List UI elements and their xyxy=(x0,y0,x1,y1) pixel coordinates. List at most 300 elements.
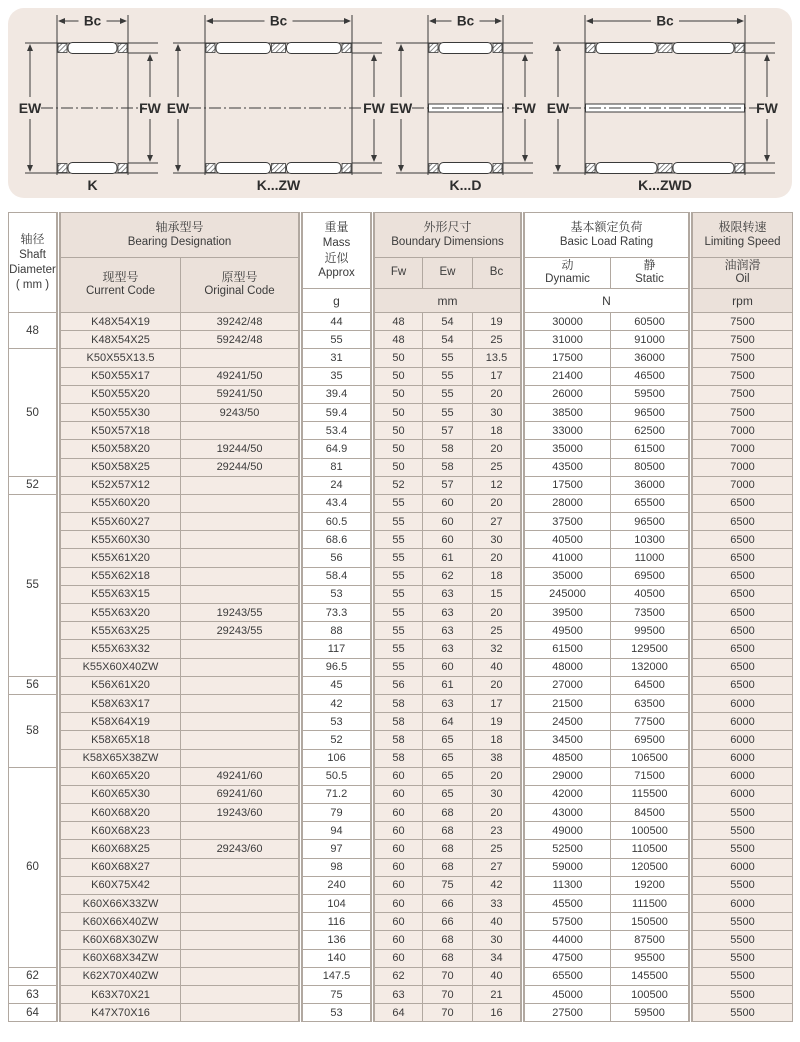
current-code-cell: K60X68X34ZW xyxy=(59,949,181,967)
table-row xyxy=(9,385,793,403)
header-limiting-speed: 极限转速 Limiting Speed xyxy=(691,213,793,258)
dynamic-load-cell: 41000 xyxy=(523,549,611,567)
shaft-diameter-cell: 56 xyxy=(9,676,59,694)
table-row xyxy=(9,531,793,549)
limiting-speed-cell: 7500 xyxy=(691,349,793,367)
shaft-diameter-cell: 55 xyxy=(9,494,59,676)
dynamic-load-cell: 27000 xyxy=(523,676,611,694)
bc-cell: 20 xyxy=(473,549,523,567)
static-load-cell: 145500 xyxy=(611,967,691,985)
static-load-cell: 36000 xyxy=(611,349,691,367)
fw-cell: 50 xyxy=(373,422,423,440)
static-load-cell: 71500 xyxy=(611,767,691,785)
shaft-diameter-cell: 64 xyxy=(9,1004,59,1022)
current-code-cell: K55X62X18 xyxy=(59,567,181,585)
fw-cell: 60 xyxy=(373,785,423,803)
limiting-speed-cell: 5500 xyxy=(691,822,793,840)
header-oil: 油润滑 Oil xyxy=(691,258,793,289)
table-row xyxy=(9,458,793,476)
bearing-diagram-4 xyxy=(547,14,779,194)
ew-cell: 60 xyxy=(423,531,473,549)
ew-dimension-label: EW xyxy=(166,100,190,116)
original-code-cell xyxy=(181,931,301,949)
fw-cell: 60 xyxy=(373,822,423,840)
table-row xyxy=(9,513,793,531)
mass-cell: 71.2 xyxy=(301,785,373,803)
bc-cell: 20 xyxy=(473,767,523,785)
limiting-speed-cell: 5500 xyxy=(691,985,793,1003)
bc-cell: 20 xyxy=(473,440,523,458)
bc-cell: 20 xyxy=(473,804,523,822)
table-row xyxy=(9,367,793,385)
mass-cell: 53.4 xyxy=(301,422,373,440)
table-row xyxy=(9,967,793,985)
original-code-cell: 29244/50 xyxy=(181,458,301,476)
original-code-cell xyxy=(181,676,301,694)
limiting-speed-cell: 5500 xyxy=(691,840,793,858)
ew-cell: 62 xyxy=(423,567,473,585)
mass-cell: 60.5 xyxy=(301,513,373,531)
dynamic-load-cell: 49500 xyxy=(523,622,611,640)
limiting-speed-cell: 7500 xyxy=(691,331,793,349)
limiting-speed-cell: 6000 xyxy=(691,785,793,803)
bc-cell: 20 xyxy=(473,385,523,403)
header-shaft-diameter: 轴径 Shaft Diameter ( mm ) xyxy=(9,213,59,313)
bc-cell: 34 xyxy=(473,949,523,967)
table-row xyxy=(9,1004,793,1022)
ew-cell: 58 xyxy=(423,440,473,458)
current-code-cell: K60X75X42 xyxy=(59,876,181,894)
ew-cell: 68 xyxy=(423,840,473,858)
limiting-speed-cell: 6000 xyxy=(691,749,793,767)
table-row xyxy=(9,895,793,913)
limiting-speed-cell: 5500 xyxy=(691,1004,793,1022)
limiting-speed-cell: 6500 xyxy=(691,585,793,603)
dynamic-load-cell: 33000 xyxy=(523,422,611,440)
table-row xyxy=(9,640,793,658)
bc-cell: 42 xyxy=(473,876,523,894)
current-code-cell: K58X65X18 xyxy=(59,731,181,749)
bc-cell: 30 xyxy=(473,931,523,949)
original-code-cell: 29243/55 xyxy=(181,622,301,640)
dynamic-load-cell: 26000 xyxy=(523,385,611,403)
bc-cell: 17 xyxy=(473,694,523,712)
dynamic-load-cell: 45000 xyxy=(523,985,611,1003)
fw-cell: 50 xyxy=(373,440,423,458)
diagram-variant-label: K...ZWD xyxy=(638,177,692,193)
original-code-cell xyxy=(181,513,301,531)
static-load-cell: 19200 xyxy=(611,876,691,894)
static-load-cell: 40500 xyxy=(611,585,691,603)
dynamic-load-cell: 43500 xyxy=(523,458,611,476)
mass-cell: 81 xyxy=(301,458,373,476)
bc-cell: 30 xyxy=(473,403,523,421)
table-row xyxy=(9,440,793,458)
static-load-cell: 132000 xyxy=(611,658,691,676)
table-row xyxy=(9,731,793,749)
fw-dimension-label: FW xyxy=(139,100,161,116)
table-row xyxy=(9,949,793,967)
static-load-cell: 46500 xyxy=(611,367,691,385)
table-row xyxy=(9,604,793,622)
bc-cell: 13.5 xyxy=(473,349,523,367)
header-original-code: 原型号 Original Code xyxy=(181,258,301,313)
ew-cell: 68 xyxy=(423,858,473,876)
mass-cell: 117 xyxy=(301,640,373,658)
mass-cell: 24 xyxy=(301,476,373,494)
current-code-cell: K55X60X30 xyxy=(59,531,181,549)
limiting-speed-cell: 5500 xyxy=(691,876,793,894)
fw-cell: 52 xyxy=(373,476,423,494)
dynamic-load-cell: 245000 xyxy=(523,585,611,603)
shaft-diameter-cell: 50 xyxy=(9,349,59,476)
fw-cell: 60 xyxy=(373,804,423,822)
table-row xyxy=(9,749,793,767)
dynamic-load-cell: 29000 xyxy=(523,767,611,785)
fw-cell: 50 xyxy=(373,349,423,367)
dynamic-load-cell: 28000 xyxy=(523,494,611,512)
bc-cell: 30 xyxy=(473,531,523,549)
original-code-cell: 39242/48 xyxy=(181,313,301,331)
bc-dimension-label: Bc xyxy=(456,13,475,29)
original-code-cell xyxy=(181,694,301,712)
current-code-cell: K55X60X20 xyxy=(59,494,181,512)
fw-cell: 60 xyxy=(373,767,423,785)
bc-cell: 32 xyxy=(473,640,523,658)
fw-cell: 56 xyxy=(373,676,423,694)
limiting-speed-cell: 6500 xyxy=(691,604,793,622)
original-code-cell xyxy=(181,876,301,894)
bc-cell: 27 xyxy=(473,513,523,531)
current-code-cell: K50X58X25 xyxy=(59,458,181,476)
dynamic-load-cell: 42000 xyxy=(523,785,611,803)
original-code-cell xyxy=(181,913,301,931)
current-code-cell: K52X57X12 xyxy=(59,476,181,494)
limiting-speed-cell: 5500 xyxy=(691,949,793,967)
dynamic-load-cell: 24500 xyxy=(523,713,611,731)
current-code-cell: K55X63X32 xyxy=(59,640,181,658)
fw-cell: 55 xyxy=(373,494,423,512)
limiting-speed-cell: 5500 xyxy=(691,913,793,931)
ew-cell: 65 xyxy=(423,785,473,803)
ew-cell: 70 xyxy=(423,1004,473,1022)
shaft-diameter-cell: 48 xyxy=(9,313,59,349)
current-code-cell: K60X68X27 xyxy=(59,858,181,876)
table-row xyxy=(9,694,793,712)
bc-dimension-label: Bc xyxy=(656,13,674,29)
dynamic-load-cell: 49000 xyxy=(523,822,611,840)
unit-speed: rpm xyxy=(691,289,793,313)
static-load-cell: 84500 xyxy=(611,804,691,822)
ew-dimension-label: EW xyxy=(389,100,413,116)
fw-cell: 55 xyxy=(373,567,423,585)
fw-cell: 63 xyxy=(373,985,423,1003)
fw-cell: 60 xyxy=(373,913,423,931)
fw-cell: 55 xyxy=(373,549,423,567)
fw-cell: 64 xyxy=(373,1004,423,1022)
fw-dimension-label: FW xyxy=(363,100,385,116)
ew-cell: 65 xyxy=(423,749,473,767)
bc-cell: 19 xyxy=(473,713,523,731)
current-code-cell: K58X63X17 xyxy=(59,694,181,712)
mass-cell: 75 xyxy=(301,985,373,1003)
static-load-cell: 111500 xyxy=(611,895,691,913)
fw-cell: 58 xyxy=(373,749,423,767)
bearing-diagrams xyxy=(8,8,792,198)
header-mass: 重量 Mass 近似 Approx xyxy=(301,213,373,289)
original-code-cell xyxy=(181,949,301,967)
mass-cell: 53 xyxy=(301,585,373,603)
diagram-variant-label: K...D xyxy=(449,177,482,193)
header-fw: Fw xyxy=(373,258,423,289)
limiting-speed-cell: 6000 xyxy=(691,767,793,785)
static-load-cell: 73500 xyxy=(611,604,691,622)
bc-cell: 33 xyxy=(473,895,523,913)
table-row xyxy=(9,658,793,676)
mass-cell: 59.4 xyxy=(301,403,373,421)
limiting-speed-cell: 7000 xyxy=(691,458,793,476)
static-load-cell: 10300 xyxy=(611,531,691,549)
original-code-cell xyxy=(181,1004,301,1022)
dynamic-load-cell: 35000 xyxy=(523,567,611,585)
dynamic-load-cell: 35000 xyxy=(523,440,611,458)
mass-cell: 97 xyxy=(301,840,373,858)
current-code-cell: K60X66X33ZW xyxy=(59,895,181,913)
original-code-cell xyxy=(181,585,301,603)
bc-cell: 40 xyxy=(473,658,523,676)
bc-cell: 20 xyxy=(473,494,523,512)
bc-cell: 18 xyxy=(473,422,523,440)
limiting-speed-cell: 6500 xyxy=(691,640,793,658)
current-code-cell: K62X70X40ZW xyxy=(59,967,181,985)
static-load-cell: 99500 xyxy=(611,622,691,640)
ew-cell: 60 xyxy=(423,513,473,531)
static-load-cell: 59500 xyxy=(611,1004,691,1022)
fw-cell: 55 xyxy=(373,622,423,640)
bc-cell: 18 xyxy=(473,567,523,585)
mass-cell: 45 xyxy=(301,676,373,694)
current-code-cell: K50X55X30 xyxy=(59,403,181,421)
bc-cell: 25 xyxy=(473,840,523,858)
original-code-cell xyxy=(181,985,301,1003)
ew-cell: 55 xyxy=(423,349,473,367)
unit-dimensions: mm xyxy=(373,289,523,313)
table-row xyxy=(9,767,793,785)
table-row xyxy=(9,840,793,858)
dynamic-load-cell: 17500 xyxy=(523,476,611,494)
table-row xyxy=(9,622,793,640)
static-load-cell: 150500 xyxy=(611,913,691,931)
mass-cell: 68.6 xyxy=(301,531,373,549)
dynamic-load-cell: 40500 xyxy=(523,531,611,549)
mass-cell: 35 xyxy=(301,367,373,385)
unit-load: N xyxy=(523,289,691,313)
original-code-cell: 19243/55 xyxy=(181,604,301,622)
bearing-diagrams-panel xyxy=(8,8,792,198)
table-row xyxy=(9,349,793,367)
original-code-cell xyxy=(181,822,301,840)
table-row xyxy=(9,858,793,876)
dynamic-load-cell: 34500 xyxy=(523,731,611,749)
original-code-cell xyxy=(181,713,301,731)
current-code-cell: K50X57X18 xyxy=(59,422,181,440)
mass-cell: 56 xyxy=(301,549,373,567)
original-code-cell xyxy=(181,640,301,658)
mass-cell: 79 xyxy=(301,804,373,822)
dynamic-load-cell: 37500 xyxy=(523,513,611,531)
limiting-speed-cell: 7500 xyxy=(691,367,793,385)
original-code-cell xyxy=(181,476,301,494)
ew-cell: 64 xyxy=(423,713,473,731)
static-load-cell: 91000 xyxy=(611,331,691,349)
fw-cell: 58 xyxy=(373,731,423,749)
ew-cell: 63 xyxy=(423,694,473,712)
bc-cell: 25 xyxy=(473,331,523,349)
fw-cell: 55 xyxy=(373,513,423,531)
original-code-cell xyxy=(181,967,301,985)
limiting-speed-cell: 6000 xyxy=(691,895,793,913)
current-code-cell: K50X55X17 xyxy=(59,367,181,385)
mass-cell: 43.4 xyxy=(301,494,373,512)
ew-cell: 63 xyxy=(423,604,473,622)
bearing-diagram-2 xyxy=(167,14,386,194)
ew-cell: 63 xyxy=(423,622,473,640)
current-code-cell: K58X64X19 xyxy=(59,713,181,731)
current-code-cell: K55X60X40ZW xyxy=(59,658,181,676)
static-load-cell: 100500 xyxy=(611,822,691,840)
fw-cell: 58 xyxy=(373,713,423,731)
ew-cell: 70 xyxy=(423,967,473,985)
bc-cell: 12 xyxy=(473,476,523,494)
original-code-cell xyxy=(181,494,301,512)
original-code-cell xyxy=(181,349,301,367)
ew-cell: 55 xyxy=(423,403,473,421)
limiting-speed-cell: 7000 xyxy=(691,476,793,494)
original-code-cell xyxy=(181,531,301,549)
static-load-cell: 96500 xyxy=(611,403,691,421)
header-current-code: 现型号 Current Code xyxy=(59,258,181,313)
current-code-cell: K60X68X20 xyxy=(59,804,181,822)
dynamic-load-cell: 38500 xyxy=(523,403,611,421)
header-dynamic: 动 Dynamic xyxy=(523,258,611,289)
original-code-cell: 69241/60 xyxy=(181,785,301,803)
fw-cell: 58 xyxy=(373,694,423,712)
current-code-cell: K47X70X16 xyxy=(59,1004,181,1022)
header-bearing-designation: 轴承型号 Bearing Designation xyxy=(59,213,301,258)
mass-cell: 147.5 xyxy=(301,967,373,985)
current-code-cell: K55X63X25 xyxy=(59,622,181,640)
current-code-cell: K50X55X13.5 xyxy=(59,349,181,367)
mass-cell: 106 xyxy=(301,749,373,767)
ew-cell: 58 xyxy=(423,458,473,476)
static-load-cell: 110500 xyxy=(611,840,691,858)
fw-cell: 62 xyxy=(373,967,423,985)
static-load-cell: 36000 xyxy=(611,476,691,494)
ew-dimension-label: EW xyxy=(18,100,42,116)
header-basic-load-rating: 基本额定负荷 Basic Load Rating xyxy=(523,213,691,258)
fw-dimension-label: FW xyxy=(756,100,778,116)
dynamic-load-cell: 65500 xyxy=(523,967,611,985)
bc-cell: 21 xyxy=(473,985,523,1003)
mass-cell: 73.3 xyxy=(301,604,373,622)
bc-cell: 25 xyxy=(473,622,523,640)
current-code-cell: K50X55X20 xyxy=(59,385,181,403)
table-row xyxy=(9,567,793,585)
original-code-cell xyxy=(181,567,301,585)
dynamic-load-cell: 57500 xyxy=(523,913,611,931)
limiting-speed-cell: 6500 xyxy=(691,658,793,676)
mass-cell: 88 xyxy=(301,622,373,640)
limiting-speed-cell: 6500 xyxy=(691,531,793,549)
diagram-variant-label: K xyxy=(87,177,98,193)
limiting-speed-cell: 6000 xyxy=(691,694,793,712)
fw-cell: 60 xyxy=(373,931,423,949)
original-code-cell xyxy=(181,658,301,676)
mass-cell: 98 xyxy=(301,858,373,876)
limiting-speed-cell: 6000 xyxy=(691,713,793,731)
bearing-diagram-3 xyxy=(390,14,537,194)
static-load-cell: 80500 xyxy=(611,458,691,476)
dynamic-load-cell: 44000 xyxy=(523,931,611,949)
limiting-speed-cell: 7500 xyxy=(691,385,793,403)
bearing-spec-table xyxy=(8,212,793,1022)
dynamic-load-cell: 17500 xyxy=(523,349,611,367)
header-bc: Bc xyxy=(473,258,523,289)
ew-cell: 68 xyxy=(423,931,473,949)
limiting-speed-cell: 7000 xyxy=(691,440,793,458)
fw-cell: 60 xyxy=(373,895,423,913)
dynamic-load-cell: 31000 xyxy=(523,331,611,349)
original-code-cell xyxy=(181,731,301,749)
mass-cell: 94 xyxy=(301,822,373,840)
current-code-cell: K48X54X25 xyxy=(59,331,181,349)
original-code-cell: 19244/50 xyxy=(181,440,301,458)
dynamic-load-cell: 61500 xyxy=(523,640,611,658)
dynamic-load-cell: 21400 xyxy=(523,367,611,385)
mass-cell: 240 xyxy=(301,876,373,894)
static-load-cell: 115500 xyxy=(611,785,691,803)
header-ew: Ew xyxy=(423,258,473,289)
static-load-cell: 60500 xyxy=(611,313,691,331)
header-static: 静 Static xyxy=(611,258,691,289)
dynamic-load-cell: 39500 xyxy=(523,604,611,622)
shaft-diameter-cell: 63 xyxy=(9,985,59,1003)
table-row xyxy=(9,931,793,949)
limiting-speed-cell: 6500 xyxy=(691,567,793,585)
original-code-cell: 49241/60 xyxy=(181,767,301,785)
limiting-speed-cell: 6000 xyxy=(691,731,793,749)
original-code-cell xyxy=(181,895,301,913)
bc-cell: 18 xyxy=(473,731,523,749)
table-row xyxy=(9,331,793,349)
static-load-cell: 69500 xyxy=(611,731,691,749)
original-code-cell: 29243/60 xyxy=(181,840,301,858)
static-load-cell: 120500 xyxy=(611,858,691,876)
mass-cell: 136 xyxy=(301,931,373,949)
bc-cell: 23 xyxy=(473,822,523,840)
limiting-speed-cell: 7000 xyxy=(691,422,793,440)
table-row xyxy=(9,876,793,894)
limiting-speed-cell: 6500 xyxy=(691,622,793,640)
ew-cell: 55 xyxy=(423,385,473,403)
table-row xyxy=(9,476,793,494)
limiting-speed-cell: 6500 xyxy=(691,549,793,567)
fw-dimension-label: FW xyxy=(514,100,536,116)
ew-cell: 54 xyxy=(423,313,473,331)
shaft-diameter-cell: 58 xyxy=(9,694,59,767)
limiting-speed-cell: 6500 xyxy=(691,494,793,512)
table-row xyxy=(9,549,793,567)
